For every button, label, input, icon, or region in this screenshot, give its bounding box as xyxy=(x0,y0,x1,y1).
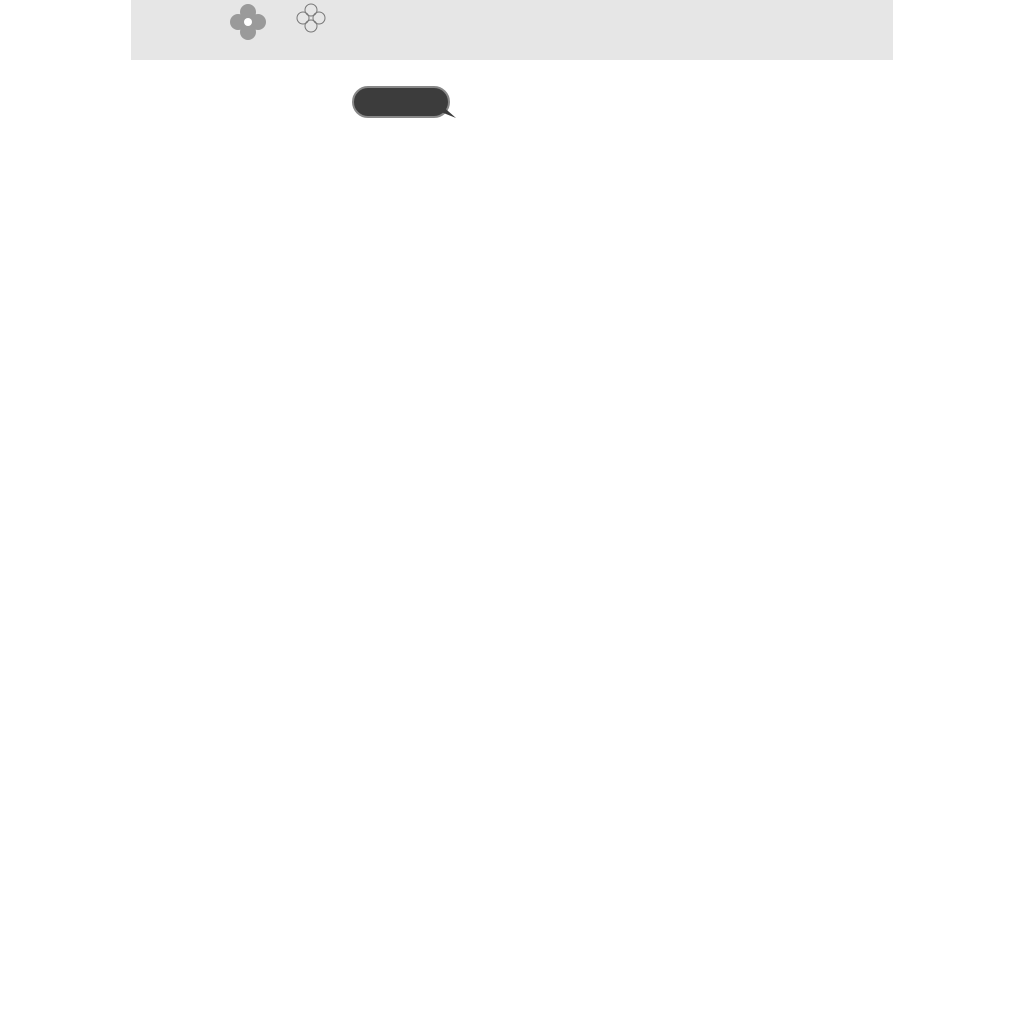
header-decoration xyxy=(131,0,893,60)
flower-outline-icon xyxy=(297,4,325,32)
decorative-pattern-icon xyxy=(131,0,893,60)
column-label xyxy=(352,86,450,120)
column-badge xyxy=(352,86,458,120)
title-dotted-underline xyxy=(467,143,577,149)
flower-icon xyxy=(230,4,266,40)
